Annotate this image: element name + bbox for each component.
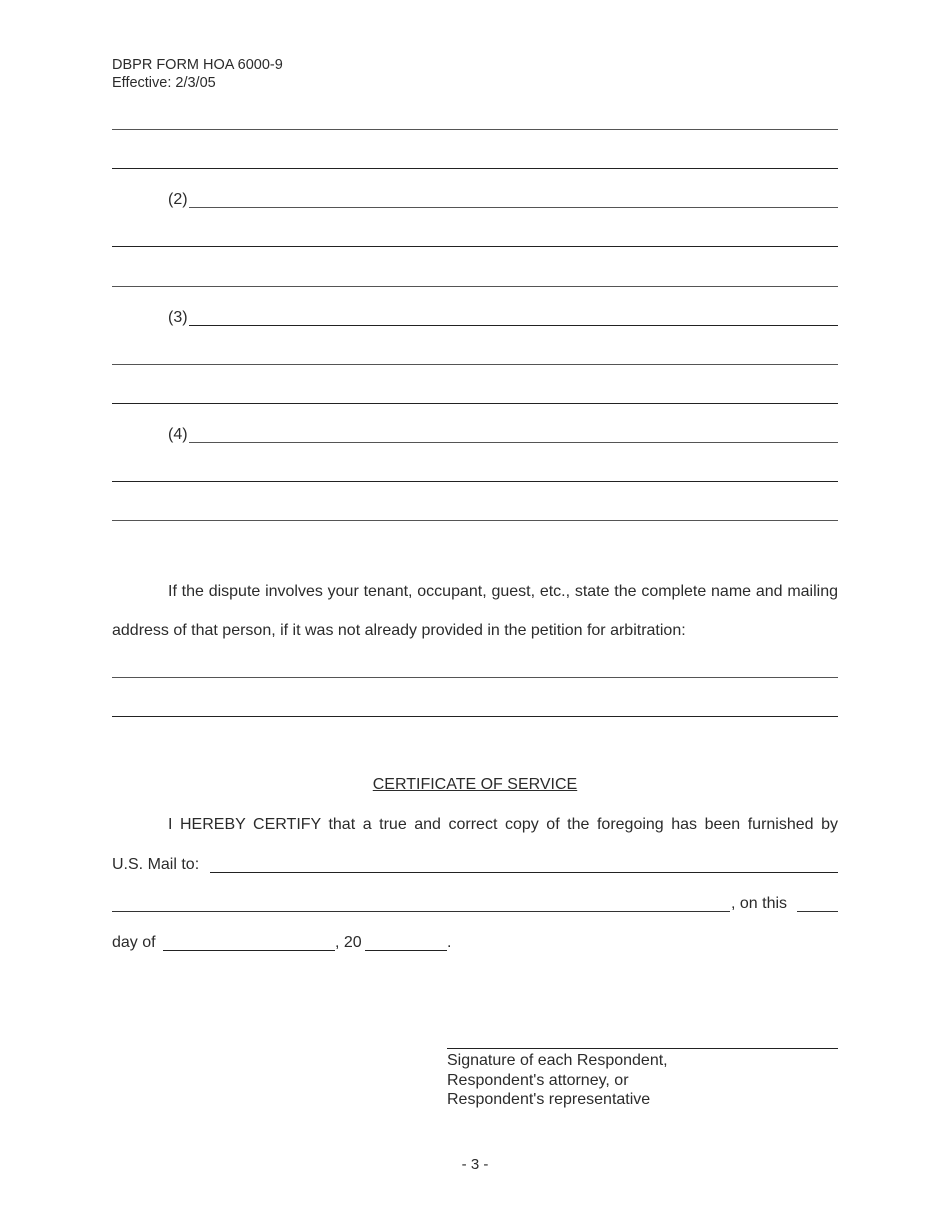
mail-address-line[interactable] xyxy=(112,911,730,912)
answer-line[interactable] xyxy=(112,246,838,247)
date-period: . xyxy=(447,934,452,951)
tenant-paragraph: If the dispute involves your tenant, occupant, guest, etc., state the complete name and mailing address of that person, if it was not already provided in the petition for arbitration: xyxy=(112,583,838,639)
signature-line[interactable] xyxy=(447,1048,838,1049)
item-4-line[interactable] xyxy=(189,442,838,443)
answer-line[interactable] xyxy=(112,520,838,521)
item-3-line[interactable] xyxy=(189,325,838,326)
certificate-title: CERTIFICATE OF SERVICE xyxy=(372,776,578,793)
tenant-answer-line[interactable] xyxy=(112,677,838,678)
tenant-answer-line[interactable] xyxy=(112,716,838,717)
answer-line[interactable] xyxy=(112,403,838,404)
signature-label xyxy=(447,1051,668,1110)
certify-statement: I HEREBY CERTIFY that a true and correct copy of the foregoing has been furnished by xyxy=(168,816,838,833)
answer-line[interactable] xyxy=(112,364,838,365)
item-2-line[interactable] xyxy=(189,207,838,208)
day-of-label: day of xyxy=(112,934,156,951)
mail-label: U.S. Mail to: xyxy=(112,856,200,873)
form-header xyxy=(112,56,283,92)
answer-line[interactable] xyxy=(112,286,838,287)
on-this-label: , on this xyxy=(731,895,788,912)
year-prefix: , 20 xyxy=(335,934,362,951)
item-3-label: (3) xyxy=(168,309,188,326)
month-line[interactable] xyxy=(163,950,335,951)
signature-label-line2: Respondent's attorney, or xyxy=(447,1071,629,1089)
item-4-label: (4) xyxy=(168,426,188,443)
answer-line[interactable] xyxy=(112,168,838,169)
signature-label-line3: Respondent's representative xyxy=(447,1091,651,1108)
signature-label-line1: Signature of each Respondent, xyxy=(447,1052,668,1069)
item-2-label: (2) xyxy=(168,191,188,208)
answer-line[interactable] xyxy=(112,481,838,482)
day-number-line[interactable] xyxy=(797,911,838,912)
form-id: DBPR FORM HOA 6000-9 xyxy=(112,57,283,73)
page-number: - 3 - xyxy=(461,1156,489,1173)
year-line[interactable] xyxy=(365,950,447,951)
effective-date: Effective: 2/3/05 xyxy=(112,75,216,91)
mail-to-line[interactable] xyxy=(210,872,838,873)
answer-line[interactable] xyxy=(112,129,838,130)
